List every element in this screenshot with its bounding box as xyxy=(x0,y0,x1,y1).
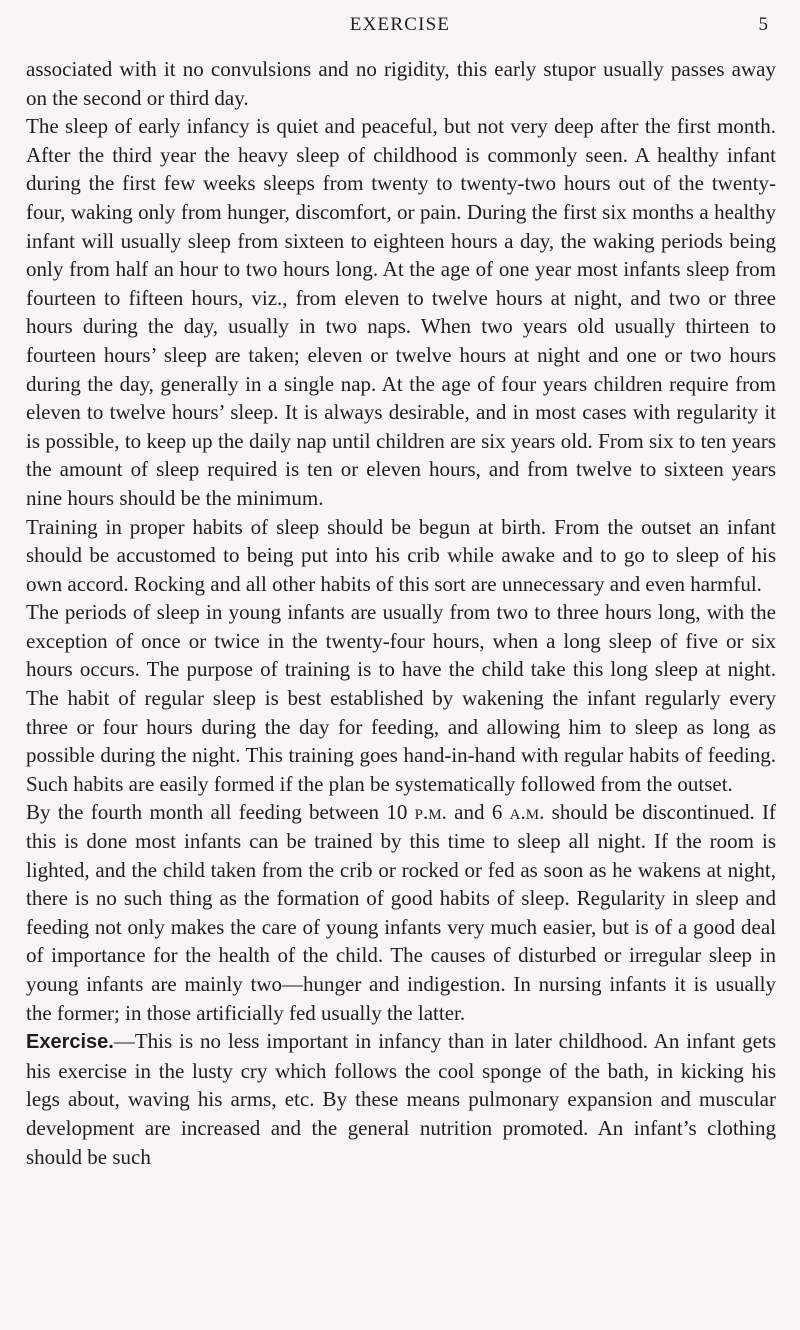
running-title: EXERCISE xyxy=(349,14,451,35)
section-heading-exercise: Exercise. xyxy=(26,1031,114,1054)
time-am: a.m. xyxy=(509,800,545,825)
paragraph-fourth-month xyxy=(26,798,776,1027)
running-header xyxy=(0,12,800,42)
paragraph-sleep-training: Training in proper habits of sleep should be begun at birth. From the outset an infant should be accustomed to being put into his crib while awake and to go to sleep of his own accord. Rocking and all other habits of this sort are unnecessary and even harmful. xyxy=(26,514,776,596)
paragraph-fourth-month-start: By the fourth month all feeding between 10 xyxy=(26,800,415,825)
paragraph-continuation: associated with it no convulsions and no rigidity, this early stupor usually passes away on the second or third day. xyxy=(26,57,776,110)
paragraph-exercise xyxy=(26,1027,776,1171)
paragraph-fourth-month-mid: and 6 xyxy=(446,800,510,825)
body-text xyxy=(26,55,776,1171)
paragraph-exercise-text: —This is no less important in infancy than in later childhood. An infant gets his exercise in the lusty cry which follows the cool sponge of the bath, in kicking his legs about, waving his arms, etc. By these means pulmonary expansion and muscular development are increased and the general nutrition promoted. An infant’s clothing should be such xyxy=(26,1029,776,1169)
page-number: 5 xyxy=(758,14,768,35)
time-pm: p.m. xyxy=(414,800,447,825)
paragraph-fourth-month-end: should be discontinued. If this is done most infants can be trained by this time to sleep all night. If the room is lighted, and the child taken from the crib or rocked or fed as soon as he wakens at night, there is no such thing as the formation of good habits of sleep. Regularity in sleep and feeding not only makes the care of young infants very much easier, but is of a good deal of importance for the health of the child. The causes of disturbed or irregular sleep in young infants are mainly two—hunger and indigestion. In nursing infants it is usually the former; in those artificially fed usually the latter. xyxy=(26,800,777,1025)
paragraph-sleep-infancy: The sleep of early infancy is quiet and peaceful, but not very deep after the first month. After the third year the heavy sleep of childhood is commonly seen. A healthy infant during the first few weeks sleeps from twenty to twenty-two hours out of the twenty-four, waking only from hunger, discomfort, or pain. During the first six months a healthy infant will usually sleep from sixteen to eighteen hours a day, the waking periods being only from half an hour to two hours long. At the age of one year most infants sleep from fourteen to fifteen hours, viz., from eleven to twelve hours at night, and two or three hours during the day, usually in two naps. When two years old usually thirteen to fourteen hours’ sleep are taken; eleven or twelve hours at night and one or two hours during the day, generally in a single nap. At the age of four years children require from eleven to twelve hours’ sleep. It is always desirable, and in most cases with regularity it is possible, to keep up the daily nap until children are six years old. From six to ten years the amount of sleep required is ten or eleven hours, and from twelve to sixteen years nine hours should be the minimum. xyxy=(26,114,776,510)
paragraph-sleep-periods: The periods of sleep in young infants are usually from two to three hours long, with the exception of once or twice in the twenty-four hours, when a long sleep of five or six hours occurs. The purpose of training is to have the child take this long sleep at night. The habit of regular sleep is best established by wakening the infant regularly every three or four hours during the day for feeding, and allowing him to sleep as long as possible during the night. This training goes hand-in-hand with regular habits of feeding. Such habits are easily formed if the plan be systematically followed from the outset. xyxy=(26,600,776,796)
